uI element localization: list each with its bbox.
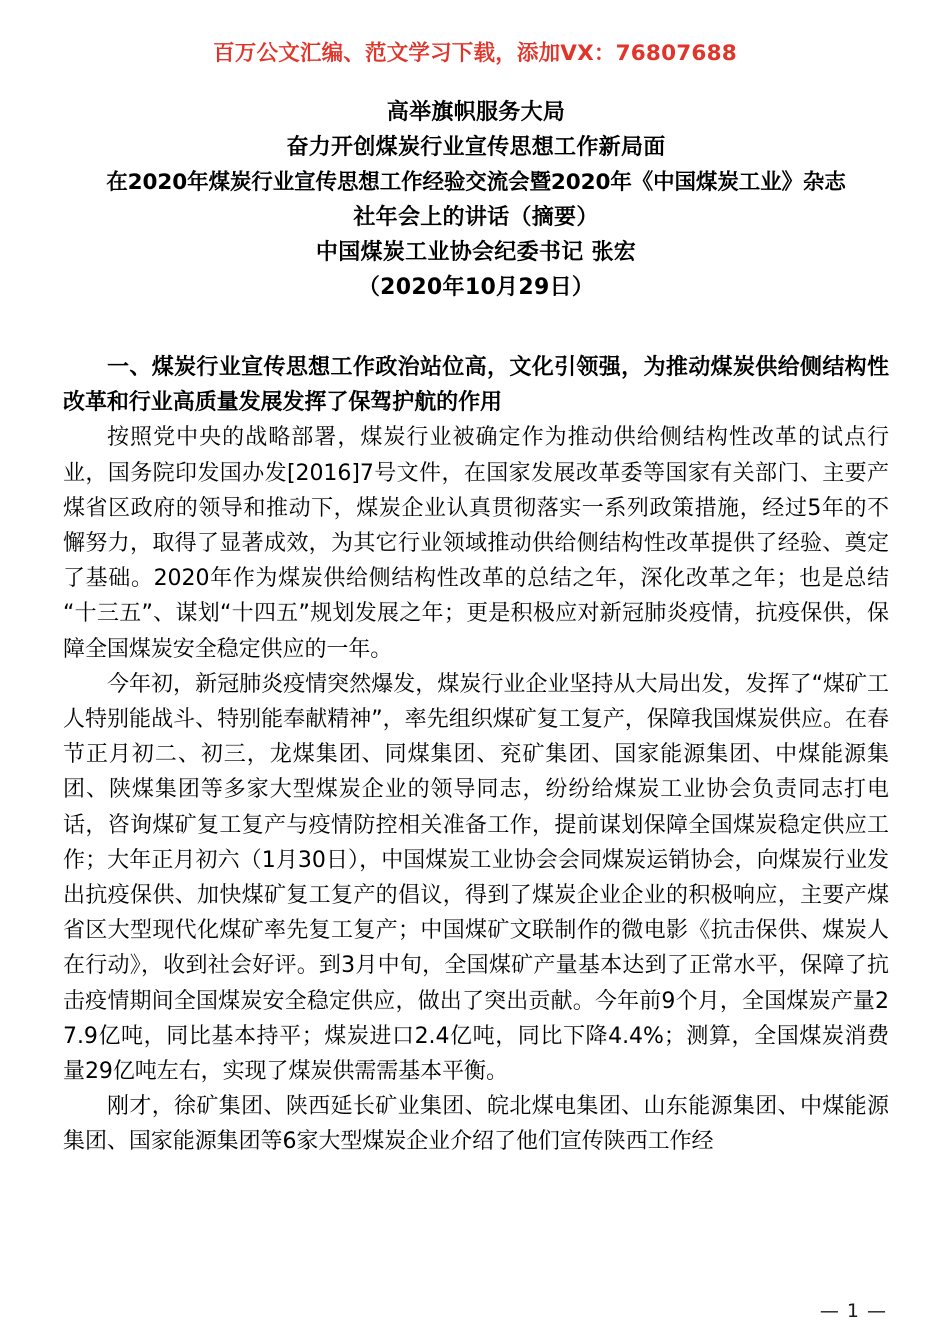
body-paragraph: 一、煤炭行业宣传思想工作政治站位高，文化引领强，为推动煤炭供给侧结构性改革和行业高质量发展发挥了保驾护航的作用 xyxy=(63,355,889,416)
title-date: （2020年10月29日） xyxy=(357,275,595,300)
page-number: — 1 — xyxy=(819,1300,887,1322)
body-paragraph: 刚才，徐矿集团、陕西延长矿业集团、皖北煤电集团、山东能源集团、中煤能源集团、国家能源集团等6家大型煤炭企业介绍了他们宣传陕西工作经 xyxy=(63,1094,889,1155)
document-body xyxy=(63,350,889,1160)
title-line-2: 奋力开创煤炭行业宣传思想工作新局面 xyxy=(286,135,666,160)
title-line-3: 在2020年煤炭行业宣传思想工作经验交流会暨2020年《中国煤炭工业》杂志 xyxy=(106,170,846,195)
body-paragraph: 按照党中央的战略部署，煤炭行业被确定作为推动供给侧结构性改革的试点行业，国务院印发国办发[2016]7号文件，在国家发展改革委等国家有关部门、主要产煤省区政府的领导和推动下，煤炭企业认真贯彻落实一系列政策措施，经过5年的不懈努力，取得了显著成效，为其它行业领域推动供给侧结构性改革提供了经验、奠定了基础。2020年作为煤炭供给侧结构性改革的总结之年，深化改革之年；也是总结“十三五”、谋划“十四五”规划发展之年；更是积极应对新冠肺炎疫情，抗疫保供，保障全国煤炭安全稳定供应的一年。 xyxy=(63,425,889,662)
body-paragraph: 今年初，新冠肺炎疫情突然爆发，煤炭行业企业坚持从大局出发，发挥了“煤矿工人特别能战斗、特别能奉献精神”，率先组织煤矿复工复产，保障我国煤炭供应。在春节正月初二、初三，龙煤集团、同煤集团、兖矿集团、国家能源集团、中煤能源集团、陕煤集团等多家大型煤炭企业的领导同志，纷纷给煤炭工业协会负责同志打电话，咨询煤矿复工复产与疫情防控相关准备工作，提前谋划保障全国煤炭稳定供应工作；大年正月初六（1月30日），中国煤炭工业协会会同煤炭运销协会，向煤炭行业发出抗疫保供、加快煤矿复工复产的倡议，得到了煤炭企业企业的积极响应，主要产煤省区大型现代化煤矿率先复工复产；中国煤矿文联制作的微电影《抗击保供、煤炭人在行动》，收到社会好评。到3月中旬，全国煤矿产量基本达到了正常水平，保障了抗击疫情期间全国煤炭安全稳定供应，做出了突出贡献。今年前9个月，全国煤炭产量27.9亿吨，同比基本持平；煤炭进口2.4亿吨，同比下降4.4%；测算，全国煤炭消费量29亿吨左右，实现了煤炭供需需基本平衡。 xyxy=(63,671,889,1085)
promo-banner: 百万公文汇编、范文学习下载，添加VX：76807688 xyxy=(213,41,737,66)
document-title-block xyxy=(63,95,889,305)
title-speaker: 中国煤炭工业协会纪委书记 张宏 xyxy=(315,240,637,265)
title-line-1: 高举旗帜服务大局 xyxy=(386,100,566,125)
title-line-4: 社年会上的讲话（摘要） xyxy=(353,205,599,230)
